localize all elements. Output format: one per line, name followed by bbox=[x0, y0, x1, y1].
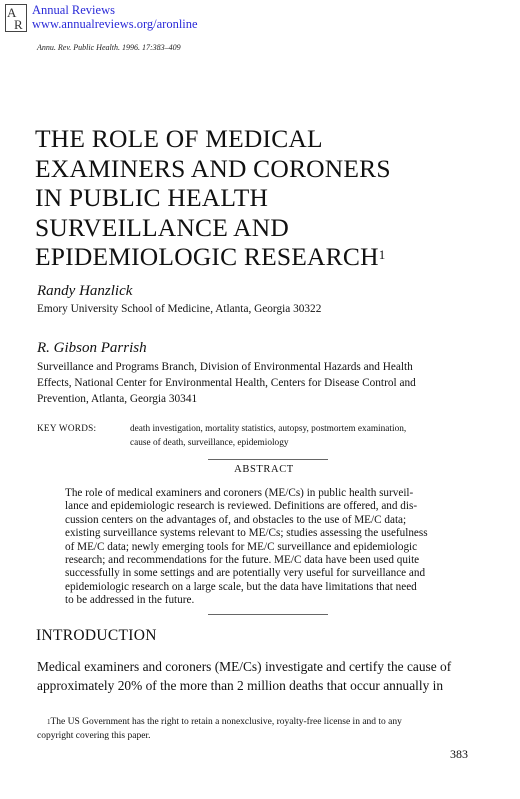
annual-reviews-logo-icon[interactable] bbox=[5, 4, 27, 32]
author-name: R. Gibson Parrish bbox=[37, 340, 147, 356]
keywords-label: KEY WORDS: bbox=[37, 423, 97, 433]
title-line: IN PUBLIC HEALTH bbox=[35, 183, 269, 213]
abstract-line: successfully in some settings and are potentially very useful for surveillance and bbox=[65, 567, 426, 580]
title-line: EXAMINERS AND CORONERS bbox=[35, 153, 391, 183]
body-line: Medical examiners and coroners (ME/Cs) investigate and certify the cause of bbox=[37, 659, 452, 674]
abstract-line: epidemiologic research on a large scale, but the data have limitations that need bbox=[65, 580, 417, 593]
footnote-line: copyright covering this paper. bbox=[37, 731, 151, 741]
abstract-line: to be addressed in the future. bbox=[65, 594, 195, 607]
svg-text:A: A bbox=[7, 5, 17, 20]
svg-text:R: R bbox=[14, 17, 23, 32]
author-affiliation: Effects, National Center for Environmental Health, Centers for Disease Control and bbox=[37, 377, 416, 389]
abstract-line: existing surveillance systems relevant to ME/Cs; studies assessing the usefulness bbox=[65, 527, 428, 540]
title-line: SURVEILLANCE AND bbox=[35, 212, 290, 242]
abstract-bottom-rule bbox=[208, 614, 328, 615]
title-line: THE ROLE OF MEDICAL bbox=[35, 124, 323, 153]
author-affiliation: Emory University School of Medicine, Atlanta, Georgia 30322 bbox=[37, 303, 322, 315]
page-number: 383 bbox=[450, 747, 468, 761]
footnote-line bbox=[37, 715, 402, 729]
publisher-link[interactable]: Annual Reviews bbox=[32, 3, 115, 17]
title-line bbox=[35, 242, 391, 272]
abstract-line: cussion centers on the advantages of, and obstacles to the use of ME/C data; bbox=[65, 513, 407, 526]
paper-title bbox=[35, 124, 391, 272]
title-line-text: EPIDEMIOLOGIC RESEARCH bbox=[35, 242, 379, 272]
keywords-list bbox=[130, 422, 406, 450]
abstract-top-rule bbox=[208, 459, 328, 460]
footnote bbox=[37, 715, 402, 743]
author-name: Randy Hanzlick bbox=[37, 283, 133, 299]
keywords-line: death investigation, mortality statistics, autopsy, postmortem examination, bbox=[130, 424, 407, 434]
journal-citation: Annu. Rev. Public Health. 1996. 17:383–409 bbox=[37, 43, 181, 52]
abstract-line: of ME/C data; newly emerging tools for ME/C surveillance and epidemiologic bbox=[65, 540, 418, 553]
abstract-text bbox=[65, 487, 428, 608]
title-footnote-mark[interactable]: 1 bbox=[378, 247, 386, 263]
author-affiliation: Prevention, Atlanta, Georgia 30341 bbox=[37, 393, 198, 405]
section-heading: INTRODUCTION bbox=[36, 627, 157, 644]
abstract-heading: ABSTRACT bbox=[234, 464, 294, 475]
keywords-line: cause of death, surveillance, epidemiology bbox=[130, 438, 289, 448]
abstract-line: lance and epidemiologic research is reviewed. Definitions are offered, and dis- bbox=[65, 500, 418, 513]
abstract-line: The role of medical examiners and coroners (ME/Cs) in public health surveil- bbox=[65, 487, 414, 499]
footnote-mark: 1 bbox=[47, 718, 51, 726]
abstract-line: research; and recommendations for the future. ME/C data have been used quite bbox=[65, 554, 420, 567]
introduction-text bbox=[37, 658, 451, 695]
url-link[interactable]: www.annualreviews.org/aronline bbox=[32, 17, 198, 31]
body-line: approximately 20% of the more than 2 million deaths that occur annually in bbox=[37, 677, 444, 693]
author-affiliation: Surveillance and Programs Branch, Division of Environmental Hazards and Health bbox=[37, 361, 413, 373]
footnote-text: The US Government has the right to retain a nonexclusive, royalty-free license in and to any bbox=[50, 717, 402, 727]
